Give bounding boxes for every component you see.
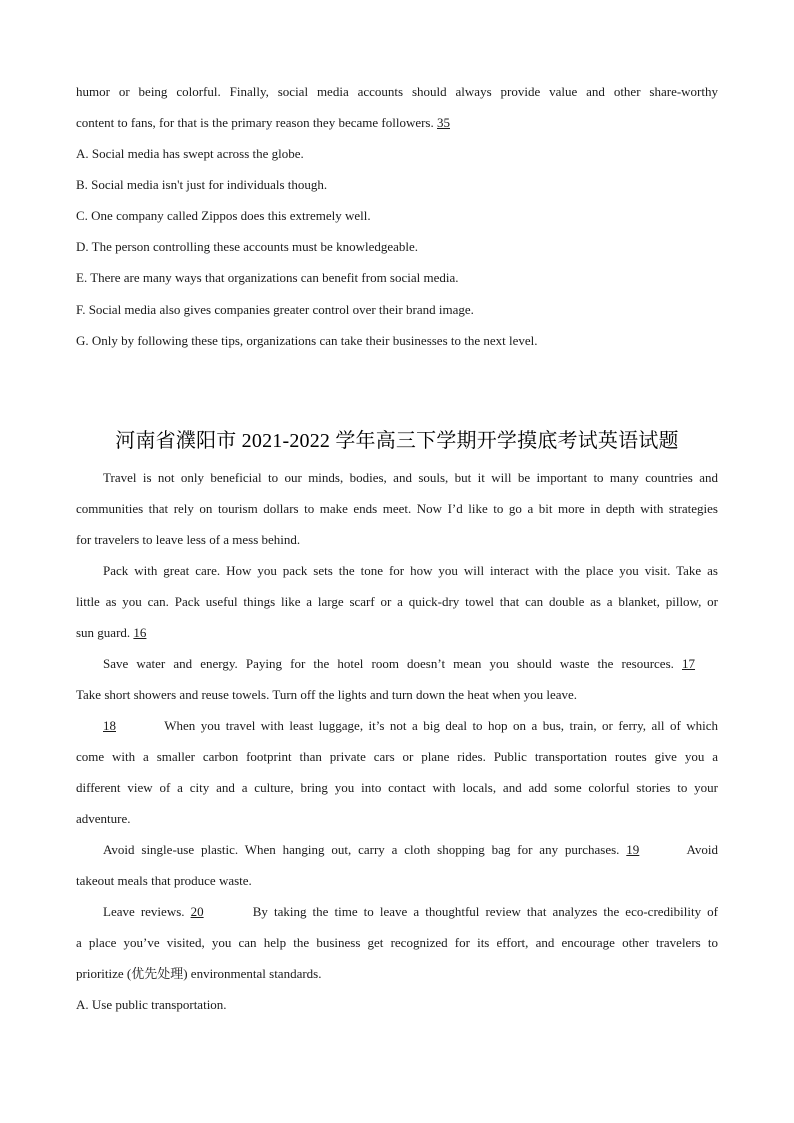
text-line: prioritize (优先处理) environmental standards. xyxy=(76,966,322,981)
blank-19: 19 xyxy=(626,842,640,857)
exam-title: 河南省濮阳市 2021-2022 学年高三下学期开学摸底考试英语试题 xyxy=(115,430,679,452)
text-line: Save water and energy. Paying for the hotel room doesn’t mean you should waste the resources. 17 xyxy=(76,648,718,679)
option-g: G. Only by following these tips, organizations can take their businesses to the next level. xyxy=(76,333,538,348)
text-line: Avoid single-use plastic. When hanging out, carry a cloth shopping bag for any purchases. 19 Avoid xyxy=(76,834,718,865)
option-f: F. Social media also gives companies greater control over their brand image. xyxy=(76,302,474,317)
option-d: D. The person controlling these accounts must be knowledgeable. xyxy=(76,239,419,254)
blank-18: 18 xyxy=(103,718,116,733)
text-line: come with a smaller carbon footprint than private cars or plane rides. Public transportation routes give you a xyxy=(76,749,718,764)
text-line: Travel is not only beneficial to our minds, bodies, and souls, but it will be important to many countries and xyxy=(103,470,718,485)
text-line: content to fans, for that is the primary reason they became followers. 35 xyxy=(76,107,718,138)
blank-16: 16 xyxy=(133,625,147,640)
blank-35: 35 xyxy=(437,115,450,130)
text-line: little as you can. Pack useful things like a large scarf or a quick-dry towel that can double as a blanket, pillow, or xyxy=(76,594,718,609)
text-line: different view of a city and a culture, bring you into contact with locals, and add some colorful stories to your xyxy=(76,780,718,795)
text-line: adventure. xyxy=(76,811,131,826)
text-line: 18 When you travel with least luggage, it’s not a big deal to hop on a bus, train, or ferry, all of which xyxy=(76,710,718,741)
text-line: Take short showers and reuse towels. Turn off the lights and turn down the heat when you leave. xyxy=(76,687,578,702)
text-line: takeout meals that produce waste. xyxy=(76,873,252,888)
option-b: B. Social media isn't just for individuals though. xyxy=(76,177,328,192)
option-a: A. Social media has swept across the globe. xyxy=(76,146,304,161)
text-line: humor or being colorful. Finally, social media accounts should always provide value and other share-worthy xyxy=(76,84,718,99)
option-e: E. There are many ways that organizations can benefit from social media. xyxy=(76,270,459,285)
text-line: communities that rely on tourism dollars to make ends meet. Now I’d like to go a bit more in depth with strategies xyxy=(76,501,718,516)
text-line: a place you’ve visited, you can help the business get recognized for its effort, and encourage other travelers to xyxy=(76,935,718,950)
text-line: Pack with great care. How you pack sets the tone for how you will interact with the place you visit. Take as xyxy=(103,563,718,578)
text-line: sun guard. 16 xyxy=(76,617,718,648)
option-c: C. One company called Zippos does this extremely well. xyxy=(76,208,371,223)
blank-20: 20 xyxy=(190,904,204,919)
text-line: Leave reviews. 20 By taking the time to leave a thoughtful review that analyzes the eco-credibility of xyxy=(76,896,718,927)
text-line: for travelers to leave less of a mess behind. xyxy=(76,532,301,547)
previous-passage xyxy=(76,76,718,138)
blank-17: 17 xyxy=(682,656,696,671)
option-a-new: A. Use public transportation. xyxy=(76,997,227,1012)
passage xyxy=(76,462,718,1020)
